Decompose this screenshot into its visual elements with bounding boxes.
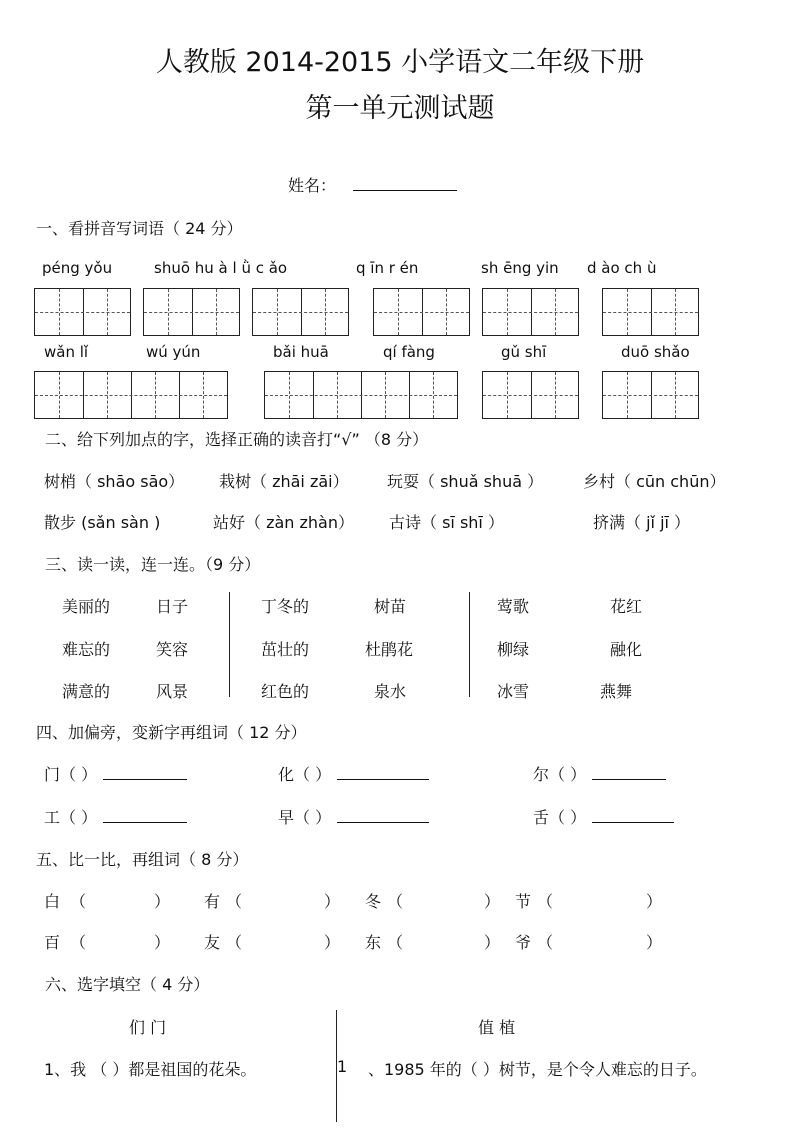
char: 门	[44, 765, 61, 784]
section-4-heading: 四、加偏旁，变新字再组词（ 12 分）	[36, 723, 307, 742]
paren-close[interactable]: ）	[646, 933, 663, 952]
char: 尔	[533, 765, 550, 784]
paren[interactable]: （ ）	[60, 765, 98, 784]
pinyin: sh ēng yin	[481, 259, 559, 277]
char: 舌	[533, 808, 550, 827]
radical-item[interactable]	[278, 762, 429, 785]
reading-choice[interactable]: 乡村（ cūn chūn）	[583, 472, 726, 491]
compare-char: 友	[204, 933, 221, 952]
pinyin: d ào ch ù	[587, 259, 657, 277]
pinyin: qí fàng	[383, 343, 435, 361]
match-word[interactable]: 美丽的	[62, 597, 111, 616]
paren[interactable]: （ ）	[549, 765, 587, 784]
match-word[interactable]: 花红	[610, 597, 643, 616]
match-word[interactable]: 融化	[610, 640, 643, 659]
paren-open[interactable]: （	[70, 892, 87, 911]
answer-blank[interactable]	[337, 808, 429, 823]
pinyin: gǔ shī	[501, 343, 547, 361]
match-word[interactable]: 莺歌	[497, 597, 530, 616]
paren-open[interactable]: （	[387, 892, 404, 911]
answer-blank[interactable]	[337, 765, 429, 780]
radical-item[interactable]	[533, 805, 674, 828]
answer-blank[interactable]	[103, 765, 187, 780]
divider	[469, 592, 470, 697]
section-5-heading: 五、比一比，再组词（ 8 分）	[36, 850, 249, 869]
paren-close[interactable]: ）	[154, 933, 171, 952]
section-3-heading: 三、读一读，连一连。（9 分）	[45, 555, 261, 574]
compare-char: 爷	[515, 933, 532, 952]
fill-question-left[interactable]: 1、我 （ ）都是祖国的花朵。	[44, 1060, 257, 1079]
answer-blank[interactable]	[592, 808, 674, 823]
compare-char: 冬	[365, 892, 382, 911]
writing-grid[interactable]	[602, 371, 699, 419]
reading-choice[interactable]: 树梢（ shāo sāo）	[44, 472, 185, 491]
page-title: 人教版 2014-2015 小学语文二年级下册	[155, 47, 645, 78]
writing-grid[interactable]	[264, 371, 458, 419]
paren-open[interactable]: （	[537, 892, 554, 911]
paren-open[interactable]: （	[226, 933, 243, 952]
char: 化	[278, 765, 295, 784]
pinyin: bǎi huā	[273, 343, 329, 361]
pinyin: wú yún	[146, 343, 201, 361]
writing-grid[interactable]	[373, 288, 470, 336]
paren-close[interactable]: ）	[324, 892, 341, 911]
match-word[interactable]: 满意的	[62, 682, 111, 701]
compare-char: 节	[515, 892, 532, 911]
radical-item[interactable]	[278, 805, 429, 828]
match-word[interactable]: 冰雪	[497, 682, 530, 701]
question-number: 1	[337, 1057, 348, 1076]
reading-choice[interactable]: 散步 (sǎn sàn )	[44, 513, 161, 532]
section-1-heading: 一、看拼音写词语（ 24 分）	[36, 219, 243, 238]
radical-item[interactable]	[44, 762, 187, 785]
paren-open[interactable]: （	[70, 933, 87, 952]
writing-grid[interactable]	[482, 371, 579, 419]
match-word[interactable]: 泉水	[374, 682, 407, 701]
match-word[interactable]: 树苗	[374, 597, 407, 616]
compare-char: 白	[44, 892, 61, 911]
reading-choice[interactable]: 玩耍（ shuǎ shuā ）	[387, 472, 544, 491]
paren-close[interactable]: ）	[324, 933, 341, 952]
writing-grid[interactable]	[252, 288, 349, 336]
paren-close[interactable]: ）	[646, 892, 663, 911]
reading-choice[interactable]: 栽树（ zhāi zāi）	[219, 472, 349, 491]
pinyin: shuō hu à l ǜ c ǎo	[154, 259, 288, 277]
paren-open[interactable]: （	[226, 892, 243, 911]
writing-grid[interactable]	[602, 288, 699, 336]
name-label: 姓名：	[288, 176, 337, 195]
paren[interactable]: （ ）	[549, 808, 587, 827]
char: 工	[44, 808, 61, 827]
pinyin: wǎn lǐ	[44, 343, 89, 361]
choice-chars-left: 们 门	[129, 1018, 167, 1037]
section-2-heading: 二、给下列加点的字，选择正确的读音打“√” （8 分）	[45, 430, 429, 449]
writing-grid[interactable]	[143, 288, 240, 336]
answer-blank[interactable]	[592, 765, 666, 780]
reading-choice[interactable]: 站好（ zàn zhàn）	[213, 513, 355, 532]
writing-grid[interactable]	[34, 371, 228, 419]
radical-item[interactable]	[44, 805, 187, 828]
paren-close[interactable]: ）	[154, 892, 171, 911]
match-word[interactable]: 难忘的	[62, 640, 111, 659]
match-word[interactable]: 风景	[156, 682, 189, 701]
pinyin: péng yǒu	[42, 259, 113, 277]
reading-choice[interactable]: 挤满（ jǐ jī ）	[593, 513, 691, 532]
match-word[interactable]: 燕舞	[600, 682, 633, 701]
match-word[interactable]: 丁冬的	[261, 597, 310, 616]
radical-item[interactable]	[533, 762, 666, 785]
match-word[interactable]: 笑容	[156, 640, 189, 659]
choice-chars-right: 值 植	[478, 1018, 516, 1037]
page-subtitle: 第一单元测试题	[305, 93, 495, 124]
name-field[interactable]	[288, 173, 457, 196]
paren-open[interactable]: （	[387, 933, 404, 952]
paren[interactable]: （ ）	[294, 808, 332, 827]
section-6-heading: 六、选字填空（ 4 分）	[45, 975, 210, 994]
paren[interactable]: （ ）	[60, 808, 98, 827]
paren-close[interactable]: ）	[484, 892, 501, 911]
char: 早	[278, 808, 295, 827]
pinyin: q īn r én	[356, 259, 419, 277]
name-blank[interactable]	[353, 176, 457, 191]
paren-open[interactable]: （	[537, 933, 554, 952]
writing-grid[interactable]	[482, 288, 579, 336]
match-word[interactable]: 日子	[156, 597, 189, 616]
compare-char: 有	[204, 892, 221, 911]
divider	[229, 592, 230, 697]
match-word[interactable]: 红色的	[261, 682, 310, 701]
writing-grid[interactable]	[34, 288, 131, 336]
compare-char: 百	[44, 933, 61, 952]
match-word[interactable]: 柳绿	[497, 640, 530, 659]
paren[interactable]: （ ）	[294, 765, 332, 784]
compare-char: 东	[365, 933, 382, 952]
paren-close[interactable]: ）	[484, 933, 501, 952]
answer-blank[interactable]	[103, 808, 187, 823]
match-word[interactable]: 杜鹃花	[365, 640, 414, 659]
match-word[interactable]: 茁壮的	[261, 640, 310, 659]
fill-question-right[interactable]: 、1985 年的（ ）树节，是个令人难忘的日子。	[368, 1060, 707, 1079]
reading-choice[interactable]: 古诗（ sī shī ）	[389, 513, 504, 532]
pinyin: duō shǎo	[621, 343, 690, 361]
